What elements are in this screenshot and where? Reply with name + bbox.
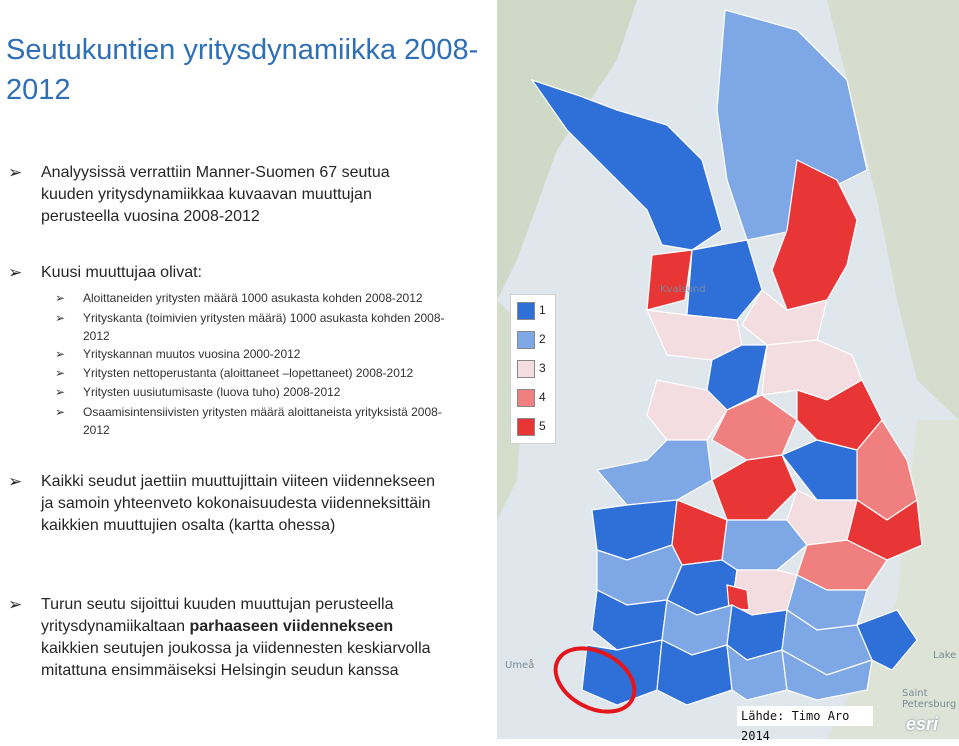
legend-swatch xyxy=(517,331,535,349)
sub-bullet-arrow-icon: ➢ xyxy=(55,366,66,380)
bullet-arrow-icon: ➢ xyxy=(8,472,23,492)
sub-bullet-text: Osaamisintensiivisten yritysten määrä aloittaneista yrityksistä 2008-2012 xyxy=(83,405,442,437)
sub-bullet-text: Yrityskannan muutos vuosina 2000-2012 xyxy=(83,347,301,361)
sub-bullet xyxy=(55,309,465,345)
map-svg xyxy=(497,0,959,739)
bullet-analysis xyxy=(8,162,428,228)
sub-bullet-text: Yrityskanta (toimivien yritysten määrä) 1000 asukasta kohden 2008-2012 xyxy=(83,311,445,343)
bullet-text: Kaikki seudut jaettiin muuttujittain viiteen viidennekseen ja samoin yhteenveto kokonaisuudesta viidenneksittäin kaikkien muuttujien osalta (kartta ohessa) xyxy=(41,473,436,534)
legend-label: 5 xyxy=(539,419,546,433)
bullet-turku xyxy=(8,594,453,682)
legend-swatch xyxy=(517,389,535,407)
legend-label: 1 xyxy=(539,303,546,317)
legend-label: 3 xyxy=(539,361,546,375)
legend-swatch xyxy=(517,360,535,378)
sub-bullet-text: Aloittaneiden yritysten määrä 1000 asukasta kohden 2008-2012 xyxy=(83,291,423,305)
bullet-text: Analyysissä verrattiin Manner-Suomen 67 seutua kuuden yritysdynamiikkaa kuvaavan muuttujan perusteella vuosina 2008-2012 xyxy=(41,164,390,225)
bullet-text xyxy=(41,594,453,682)
sub-bullet-arrow-icon: ➢ xyxy=(55,291,66,305)
page-title: Seutukuntien yritysdynamiikka 2008-2012 xyxy=(6,34,479,106)
bullet-arrow-icon: ➢ xyxy=(8,595,23,615)
legend-swatch xyxy=(517,302,535,320)
sub-bullet xyxy=(55,383,465,401)
sub-bullet xyxy=(55,289,465,307)
finland-region-map xyxy=(497,0,959,739)
bullet-quintiles xyxy=(8,471,448,537)
sub-bullet-arrow-icon: ➢ xyxy=(55,385,66,399)
legend-item xyxy=(517,302,557,326)
sub-bullet xyxy=(55,403,465,439)
bullet-arrow-icon: ➢ xyxy=(8,263,23,283)
sub-bullet xyxy=(55,345,465,363)
sub-bullet-text: Yritysten uusiutumisaste (luova tuho) 2008-2012 xyxy=(83,385,341,399)
bullet-text: Kuusi muuttujaa olivat: xyxy=(41,264,202,281)
legend-item xyxy=(517,331,557,355)
sub-bullet-arrow-icon: ➢ xyxy=(55,405,66,419)
legend-swatch xyxy=(517,418,535,436)
map-source-caption: Lähde: Timo Aro 2014 xyxy=(737,706,873,726)
legend-label: 4 xyxy=(539,390,546,404)
bullet-text-bold: parhaaseen viidennekseen xyxy=(189,618,394,635)
legend-label: 2 xyxy=(539,332,546,346)
bullet-text-pre: Turun seutu sijoittui kuuden muuttujan perusteella yritysdynamiikaltaan xyxy=(41,596,394,635)
bullet-variables xyxy=(8,262,428,284)
place-label-umea: Umeå xyxy=(505,660,535,671)
legend-item xyxy=(517,360,557,384)
place-label-st-petersburg: Saint Petersburg xyxy=(902,688,957,710)
esri-logo: esri xyxy=(906,714,939,734)
sub-bullet xyxy=(55,364,465,382)
map-legend xyxy=(510,294,556,444)
sub-bullet-text: Yritysten nettoperustanta (aloittaneet –lopettaneet) 2008-2012 xyxy=(83,366,414,380)
place-label-kvalsund: Kvalsund xyxy=(660,284,706,295)
bullet-text-post: kaikkien seutujen joukossa ja viidennesten keskiarvolla mitattuna ensimmäiseksi Helsingin seudun kanssa xyxy=(41,640,431,679)
sub-bullet-arrow-icon: ➢ xyxy=(55,347,66,361)
place-label-lake: Lake xyxy=(933,650,957,661)
legend-item xyxy=(517,389,557,413)
legend-item xyxy=(517,418,557,442)
bullet-arrow-icon: ➢ xyxy=(8,163,23,183)
sub-bullet-arrow-icon: ➢ xyxy=(55,311,66,325)
